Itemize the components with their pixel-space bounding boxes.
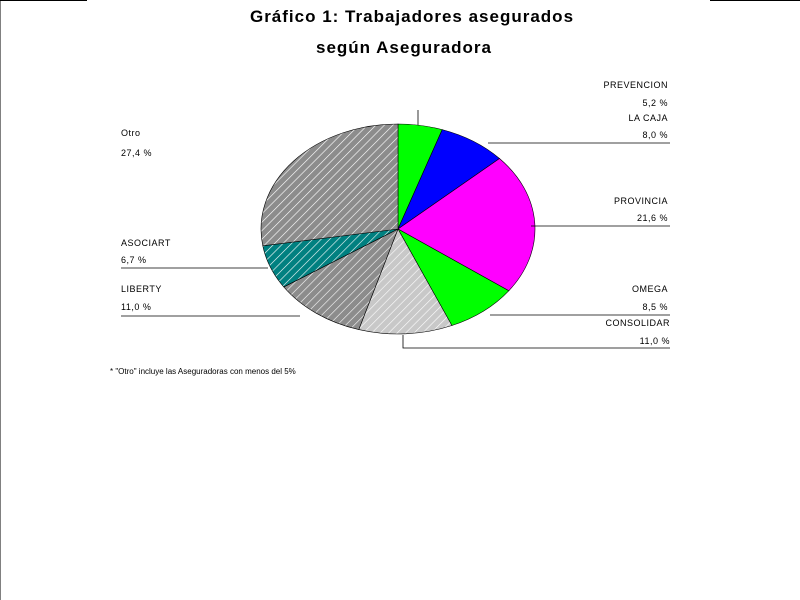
slice-value-label: 27,4 % (121, 148, 153, 158)
slice-value-label: 8,0 % (642, 130, 668, 140)
leader-line-consolidar (403, 335, 670, 348)
slice-label: PREVENCION (603, 80, 668, 90)
pie-slice-otro (261, 124, 398, 246)
slice-value-label: 6,7 % (121, 255, 147, 265)
slice-value-label: 11,0 % (121, 302, 152, 312)
chart-subtitle: según Aseguradora (315, 38, 493, 57)
slice-value-label: 21,6 % (636, 213, 668, 223)
slice-label: LA CAJA (628, 113, 668, 123)
slice-label: PROVINCIA (613, 196, 668, 206)
slice-value-label: 5,2 % (642, 98, 668, 108)
slice-label: LIBERTY (121, 284, 162, 294)
slice-label: ASOCIART (121, 238, 171, 248)
chart-title: Gráfico 1: Trabajadores asegurados (249, 7, 575, 26)
slice-value-label: 11,0 % (639, 336, 670, 346)
footnote: * "Otro" incluye las Aseguradoras con menos del 5% (110, 367, 296, 376)
slice-label: OMEGA (631, 284, 668, 294)
slice-value-label: 8,5 % (642, 302, 668, 312)
slice-label: CONSOLIDAR (605, 318, 670, 328)
slice-label: Otro (121, 128, 141, 138)
